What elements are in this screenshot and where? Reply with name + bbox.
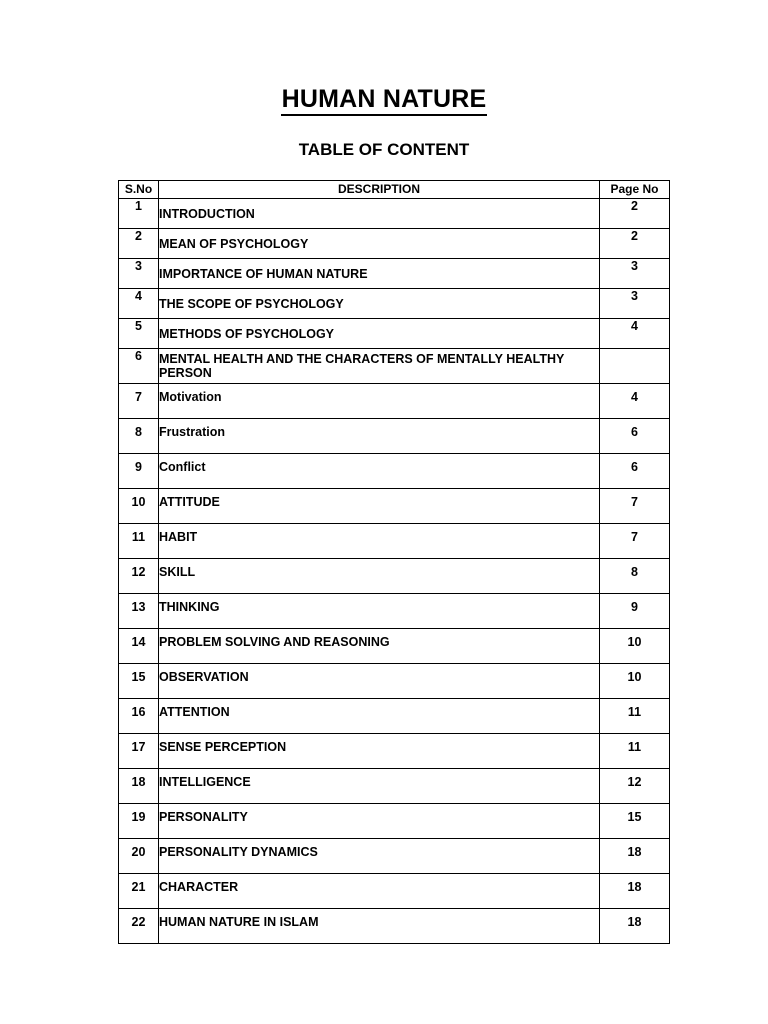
row-sno: 9 (119, 454, 159, 489)
table-row (119, 594, 670, 629)
row-page-no: 18 (600, 839, 670, 874)
table-of-content (118, 180, 670, 944)
table-of-content-heading: TABLE OF CONTENT (298, 140, 470, 159)
table-row (119, 664, 670, 699)
row-page-no: 15 (600, 804, 670, 839)
row-description: SKILL (159, 559, 600, 594)
row-page-no: 12 (600, 769, 670, 804)
table-row (119, 319, 670, 349)
table-row (119, 229, 670, 259)
row-sno: 3 (119, 259, 159, 289)
table-row (119, 384, 670, 419)
table-row (119, 629, 670, 664)
row-description: ATTITUDE (159, 489, 600, 524)
row-page-no: 6 (600, 454, 670, 489)
row-sno: 11 (119, 524, 159, 559)
row-description: SENSE PERCEPTION (159, 734, 600, 769)
document-title (0, 84, 768, 116)
row-sno: 16 (119, 699, 159, 734)
table-row (119, 839, 670, 874)
row-sno: 13 (119, 594, 159, 629)
row-description: HABIT (159, 524, 600, 559)
header-sno: S.No (119, 181, 159, 199)
document-title-text: HUMAN NATURE (281, 84, 488, 116)
row-sno: 1 (119, 199, 159, 229)
table-row (119, 289, 670, 319)
table-row (119, 804, 670, 839)
row-description: MENTAL HEALTH AND THE CHARACTERS OF MENTALLY HEALTHY PERSON (159, 349, 600, 384)
row-sno: 22 (119, 909, 159, 944)
row-page-no: 2 (600, 229, 670, 259)
table-row (119, 734, 670, 769)
row-page-no: 6 (600, 419, 670, 454)
row-description: ATTENTION (159, 699, 600, 734)
row-sno: 17 (119, 734, 159, 769)
row-sno: 6 (119, 349, 159, 384)
row-description: Conflict (159, 454, 600, 489)
header-description: DESCRIPTION (159, 181, 600, 199)
row-description: Motivation (159, 384, 600, 419)
row-description: PROBLEM SOLVING AND REASONING (159, 629, 600, 664)
row-description: PERSONALITY DYNAMICS (159, 839, 600, 874)
row-sno: 2 (119, 229, 159, 259)
row-description: PERSONALITY (159, 804, 600, 839)
header-page-no: Page No (600, 181, 670, 199)
table-row (119, 419, 670, 454)
row-page-no: 9 (600, 594, 670, 629)
row-page-no: 7 (600, 524, 670, 559)
row-sno: 4 (119, 289, 159, 319)
row-sno: 14 (119, 629, 159, 664)
row-description: CHARACTER (159, 874, 600, 909)
row-sno: 5 (119, 319, 159, 349)
row-page-no: 11 (600, 699, 670, 734)
row-description: MEAN OF PSYCHOLOGY (159, 229, 600, 259)
row-page-no: 11 (600, 734, 670, 769)
row-description: OBSERVATION (159, 664, 600, 699)
row-description: METHODS OF PSYCHOLOGY (159, 319, 600, 349)
row-description: THINKING (159, 594, 600, 629)
row-sno: 19 (119, 804, 159, 839)
row-page-no: 18 (600, 874, 670, 909)
row-page-no: 7 (600, 489, 670, 524)
row-page-no (600, 349, 670, 384)
row-page-no: 4 (600, 319, 670, 349)
table-header-row (119, 181, 670, 199)
row-description: Frustration (159, 419, 600, 454)
row-description: THE SCOPE OF PSYCHOLOGY (159, 289, 600, 319)
row-description: IMPORTANCE OF HUMAN NATURE (159, 259, 600, 289)
table-row (119, 699, 670, 734)
row-sno: 15 (119, 664, 159, 699)
row-page-no: 3 (600, 259, 670, 289)
table-row (119, 259, 670, 289)
table-row (119, 454, 670, 489)
table-row (119, 524, 670, 559)
row-sno: 8 (119, 419, 159, 454)
row-page-no: 10 (600, 629, 670, 664)
row-sno: 20 (119, 839, 159, 874)
table-row (119, 769, 670, 804)
row-sno: 10 (119, 489, 159, 524)
row-description: INTELLIGENCE (159, 769, 600, 804)
row-description: HUMAN NATURE IN ISLAM (159, 909, 600, 944)
row-page-no: 4 (600, 384, 670, 419)
table-row (119, 199, 670, 229)
row-sno: 7 (119, 384, 159, 419)
row-sno: 18 (119, 769, 159, 804)
table-row (119, 909, 670, 944)
row-page-no: 10 (600, 664, 670, 699)
row-sno: 21 (119, 874, 159, 909)
table-body (119, 199, 670, 944)
table-row (119, 489, 670, 524)
table-row (119, 349, 670, 384)
row-sno: 12 (119, 559, 159, 594)
row-description: INTRODUCTION (159, 199, 600, 229)
table-row (119, 874, 670, 909)
row-page-no: 2 (600, 199, 670, 229)
table-row (119, 559, 670, 594)
row-page-no: 18 (600, 909, 670, 944)
row-page-no: 8 (600, 559, 670, 594)
row-page-no: 3 (600, 289, 670, 319)
